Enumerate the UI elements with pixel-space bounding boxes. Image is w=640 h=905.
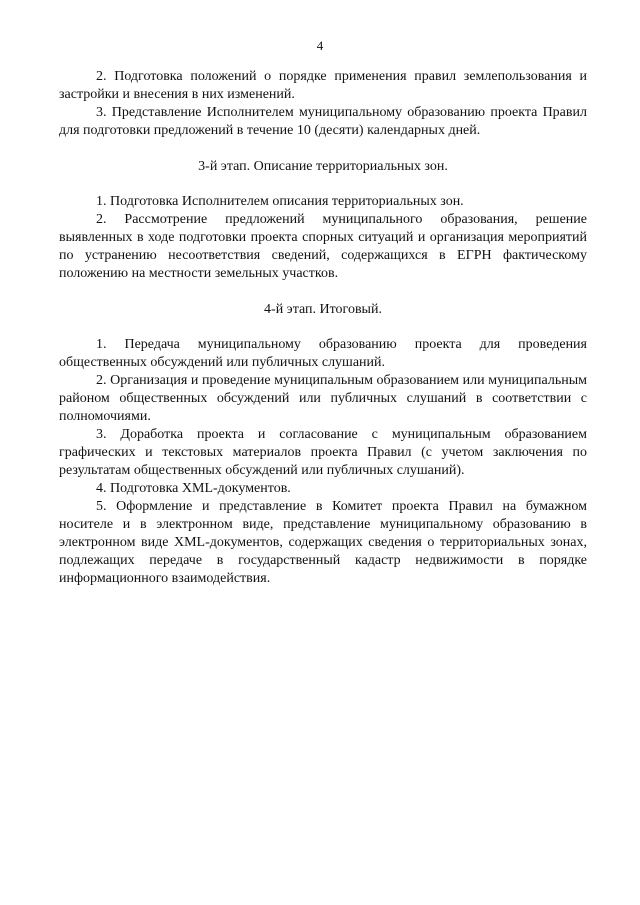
- stage4-item-3: 3. Доработка проекта и согласование с муниципальным образованием графических и текстовых материалов проекта Правил (с учетом заключения по результатам общественных обсуждений или публичных слушаний).: [59, 427, 587, 478]
- stage4-item-5: 5. Оформление и представление в Комитет проекта Правил на бумажном носителе и в электронном виде, представление муниципальному образованию в электронном виде XML-документов, содержащих сведения о территориальных зонах, подлежащих передаче в государственный кадастр недвижимости в порядке информационного взаимодействия.: [59, 499, 587, 586]
- stage4-item-1: 1. Передача муниципальному образованию проекта для проведения общественных обсуждений или публичных слушаний.: [59, 337, 587, 370]
- stage4-heading: 4-й этап. Итоговый.: [264, 302, 382, 317]
- stage3-item-2: 2. Рассмотрение предложений муниципального образования, решение выявленных в ходе подготовки проекта спорных ситуаций и организация мероприятий по устранению несоответствия сведений, содержащихся в ЕГРН фактическому положению на местности земельных участков.: [59, 212, 587, 281]
- page-number: 4: [316, 38, 324, 53]
- document-body: [59, 68, 587, 588]
- stage4-item-2: 2. Организация и проведение муниципальным образованием или муниципальным районом общественных обсуждений или публичных слушаний в соответствии с полномочиями.: [59, 373, 587, 424]
- stage4-item-4: 4. Подготовка XML-документов.: [96, 481, 291, 496]
- stage2-item-2: 2. Подготовка положений о порядке применения правил землепользования и застройки и внесения в них изменений.: [59, 69, 587, 102]
- stage3-heading: 3-й этап. Описание территориальных зон.: [198, 159, 448, 174]
- stage2-item-3: 3. Представление Исполнителем муниципальному образованию проекта Правил для подготовки предложений в течение 10 (десяти) календарных дней.: [59, 105, 587, 138]
- stage3-item-1: 1. Подготовка Исполнителем описания территориальных зон.: [96, 194, 464, 209]
